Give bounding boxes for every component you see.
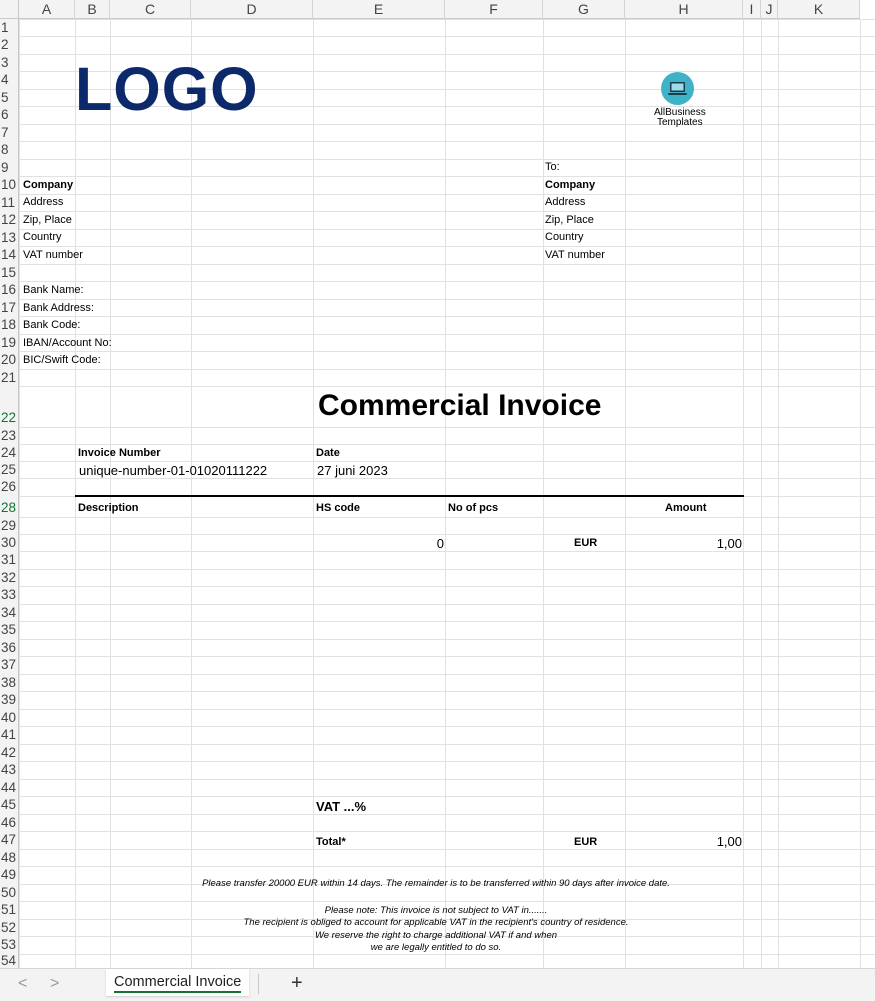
row-header-9[interactable]: 9 [0, 159, 19, 176]
grid-line-horizontal [19, 674, 875, 675]
grid-line-horizontal [19, 726, 875, 727]
grid-line-horizontal [19, 604, 875, 605]
recipient-to-label: To: [545, 161, 560, 173]
row-header-49[interactable]: 49 [0, 866, 19, 884]
grid-line-horizontal [19, 779, 875, 780]
row-header-2[interactable]: 2 [0, 36, 19, 54]
grid-line-horizontal [19, 159, 875, 160]
column-header-a[interactable]: A [19, 0, 75, 19]
col-header-hs-code: HS code [316, 502, 361, 514]
row-header-17[interactable]: 17 [0, 299, 19, 316]
grid-line-horizontal [19, 744, 875, 745]
add-sheet-button[interactable]: + [291, 972, 303, 994]
column-header-i[interactable]: I [743, 0, 761, 19]
grid-line-horizontal [19, 639, 875, 640]
row-header-32[interactable]: 32 [0, 569, 19, 586]
sender-zip-place: Zip, Place [23, 214, 72, 226]
grid-line-horizontal [19, 534, 875, 535]
row-header-18[interactable]: 18 [0, 316, 19, 334]
row-header-24[interactable]: 24 [0, 444, 19, 461]
row-header-48[interactable]: 48 [0, 849, 19, 866]
row-header-33[interactable]: 33 [0, 586, 19, 604]
grid-line-vertical [75, 19, 76, 968]
col-header-pcs: No of pcs [448, 502, 499, 514]
sheet-tab-label: Commercial Invoice [114, 974, 242, 990]
row-header-13[interactable]: 13 [0, 229, 19, 246]
row-header-12[interactable]: 12 [0, 211, 19, 229]
row-header-23[interactable]: 23 [0, 427, 19, 444]
column-header-g[interactable]: G [543, 0, 625, 19]
grid-line-vertical [761, 19, 762, 968]
bank-code-label: Bank Code: [23, 319, 81, 331]
grid-line-vertical [191, 19, 192, 968]
row-header-34[interactable]: 34 [0, 604, 19, 621]
row-header-21[interactable]: 21 [0, 369, 19, 386]
row-header-38[interactable]: 38 [0, 674, 19, 691]
row-header-54[interactable]: 54 [0, 954, 19, 968]
row-header-39[interactable]: 39 [0, 691, 19, 709]
grid-line-horizontal [19, 901, 875, 902]
row-header-8[interactable]: 8 [0, 141, 19, 159]
grid-line-horizontal [19, 796, 875, 797]
column-header-c[interactable]: C [110, 0, 191, 19]
grid-line-vertical [543, 19, 544, 968]
total-currency: EUR [574, 836, 598, 848]
total-label: Total* [316, 836, 346, 848]
grid-line-horizontal [19, 194, 875, 195]
recipient-vat: VAT number [545, 249, 605, 261]
row-header-45[interactable]: 45 [0, 796, 19, 814]
row-header-15[interactable]: 15 [0, 264, 19, 281]
row-header-11[interactable]: 11 [0, 194, 19, 211]
grid-line-horizontal [19, 761, 875, 762]
vat-note-1: Please note: This invoice is not subject to VAT in....... [324, 905, 548, 916]
recipient-zip-place: Zip, Place [545, 214, 594, 226]
grid-line-horizontal [19, 427, 875, 428]
sender-address: Address [23, 196, 64, 208]
next-sheet-button[interactable]: > [50, 975, 60, 992]
grid-line-horizontal [19, 351, 875, 352]
table-top-border [75, 495, 744, 497]
grid-line-horizontal [19, 299, 875, 300]
vat-note-3: We reserve the right to charge additional VAT if and when [314, 930, 558, 941]
brand-line2: Templates [657, 117, 703, 128]
row-header-31[interactable]: 31 [0, 551, 19, 569]
row-header-3[interactable]: 3 [0, 54, 19, 71]
grid-line-horizontal [19, 316, 875, 317]
recipient-address: Address [545, 196, 586, 208]
grid-line-horizontal [19, 334, 875, 335]
row-header-43[interactable]: 43 [0, 761, 19, 779]
row-header-10[interactable]: 10 [0, 176, 19, 194]
sender-vat: VAT number [23, 249, 83, 261]
sender-country: Country [23, 231, 62, 243]
tab-separator [258, 974, 259, 994]
invoice-number-label: Invoice Number [78, 447, 161, 459]
recipient-company: Company [545, 179, 596, 191]
grid-line-vertical [19, 19, 20, 968]
column-header-h[interactable]: H [625, 0, 743, 19]
row-header-36[interactable]: 36 [0, 639, 19, 656]
row-header-41[interactable]: 41 [0, 726, 19, 744]
grid-line-horizontal [19, 19, 875, 20]
row-header-14[interactable]: 14 [0, 246, 19, 264]
row-header-28[interactable]: 28 [0, 496, 19, 517]
transfer-note: Please transfer 20000 EUR within 14 days. The remainder is to be transferred within 90 days after invoice date. [202, 878, 670, 889]
col-header-amount: Amount [665, 502, 707, 514]
col-header-description: Description [78, 502, 139, 514]
grid-line-horizontal [19, 386, 875, 387]
grid-line-horizontal [19, 229, 875, 230]
row-header-26[interactable]: 26 [0, 478, 19, 496]
sheet-tab-commercial-invoice[interactable] [106, 969, 249, 996]
grid-line-horizontal [19, 849, 875, 850]
row-header-46[interactable]: 46 [0, 814, 19, 831]
row-header-5[interactable]: 5 [0, 89, 19, 106]
grid-line-horizontal [19, 831, 875, 832]
row-header-7[interactable]: 7 [0, 124, 19, 141]
row-header-25[interactable]: 25 [0, 461, 19, 478]
total-amount[interactable]: 1,00 [716, 834, 742, 849]
invoice-date-label: Date [316, 447, 340, 459]
grid-line-vertical [313, 19, 314, 968]
sheet-tab-bar [0, 968, 875, 1001]
row-header-20[interactable]: 20 [0, 351, 19, 369]
row-header-53[interactable]: 53 [0, 936, 19, 954]
column-header-d[interactable]: D [191, 0, 313, 19]
column-header-k[interactable]: K [778, 0, 860, 19]
row-header-22[interactable]: 22 [0, 386, 19, 427]
row-header-40[interactable]: 40 [0, 709, 19, 726]
grid-line-vertical [860, 19, 861, 968]
grid-line-horizontal [19, 246, 875, 247]
vat-note-4: we are legally entitled to do so. [370, 942, 502, 953]
row-header-47[interactable]: 47 [0, 831, 19, 849]
laptop-icon [661, 72, 694, 105]
grid-line-horizontal [19, 264, 875, 265]
row-header-52[interactable]: 52 [0, 919, 19, 936]
grid-line-horizontal [19, 478, 875, 479]
grid-line-vertical [445, 19, 446, 968]
grid-line-vertical [625, 19, 626, 968]
grid-line-horizontal [19, 691, 875, 692]
grid-line-horizontal [19, 369, 875, 370]
sender-company: Company [23, 179, 74, 191]
row-currency: EUR [574, 537, 598, 549]
row-header-6[interactable]: 6 [0, 106, 19, 124]
column-header-j[interactable]: J [761, 0, 778, 19]
bank-name-label: Bank Name: [23, 284, 84, 296]
grid-line-vertical [778, 19, 779, 968]
row-header-42[interactable]: 42 [0, 744, 19, 761]
row-header-51[interactable]: 51 [0, 901, 19, 919]
grid-line-horizontal [19, 814, 875, 815]
brand-line1: AllBusiness [654, 107, 706, 118]
row-header-19[interactable]: 19 [0, 334, 19, 351]
grid-line-horizontal [19, 517, 875, 518]
bank-iban-label: IBAN/Account No: [23, 337, 112, 349]
grid-line-horizontal [19, 141, 875, 142]
grid-line-horizontal [19, 586, 875, 587]
invoice-date-value[interactable]: 27 juni 2023 [317, 463, 388, 478]
row-header-29[interactable]: 29 [0, 517, 19, 534]
grid-line-horizontal [19, 36, 875, 37]
bank-bic-label: BIC/Swift Code: [23, 354, 101, 366]
grid-line-horizontal [19, 621, 875, 622]
row-header-35[interactable]: 35 [0, 621, 19, 639]
row-header-37[interactable]: 37 [0, 656, 19, 674]
grid-line-horizontal [19, 176, 875, 177]
invoice-title: Commercial Invoice [318, 389, 602, 422]
grid-line-horizontal [19, 866, 875, 867]
row-pcs-value[interactable]: 0 [436, 536, 444, 551]
grid-line-vertical [743, 19, 744, 968]
grid-line-vertical [110, 19, 111, 968]
row-amount[interactable]: 1,00 [716, 536, 742, 551]
column-header-e[interactable]: E [313, 0, 445, 19]
row-header-1[interactable]: 1 [0, 19, 19, 36]
column-header-f[interactable]: F [445, 0, 543, 19]
column-header-b[interactable]: B [75, 0, 110, 19]
grid-line-horizontal [19, 444, 875, 445]
row-header-4[interactable]: 4 [0, 71, 19, 89]
grid-line-horizontal [19, 709, 875, 710]
row-header-16[interactable]: 16 [0, 281, 19, 299]
invoice-number-value[interactable]: unique-number-01-01020111222 [79, 463, 268, 478]
row-header-30[interactable]: 30 [0, 534, 19, 551]
prev-sheet-button[interactable]: < [18, 975, 28, 992]
logo-placeholder: LOGO [75, 55, 259, 123]
grid-line-horizontal [19, 551, 875, 552]
active-tab-indicator [114, 991, 241, 993]
row-header-50[interactable]: 50 [0, 884, 19, 901]
grid-line-horizontal [19, 124, 875, 125]
grid-line-horizontal [19, 656, 875, 657]
grid-line-horizontal [19, 461, 875, 462]
grid-line-horizontal [19, 954, 875, 955]
grid-line-horizontal [19, 211, 875, 212]
grid-line-horizontal [19, 569, 875, 570]
vat-note-2: The recipient is obliged to account for applicable VAT in the recipient's country of residence. [243, 917, 629, 928]
recipient-country: Country [545, 231, 584, 243]
select-all-corner[interactable] [0, 0, 19, 19]
bank-address-label: Bank Address: [23, 302, 94, 314]
vat-label: VAT ...% [316, 799, 367, 814]
brand-badge [640, 70, 720, 130]
grid-line-horizontal [19, 281, 875, 282]
row-header-44[interactable]: 44 [0, 779, 19, 796]
